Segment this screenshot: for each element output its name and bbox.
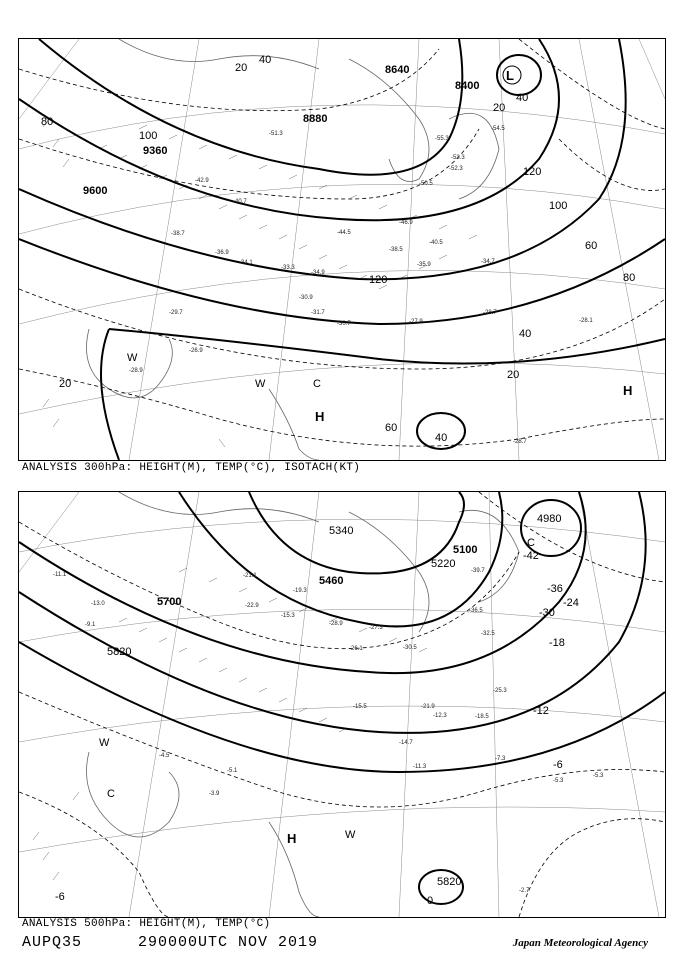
height-label: 4980	[537, 513, 562, 525]
temperature-label: -13.0	[91, 601, 105, 607]
isotach-label: 20	[507, 369, 520, 381]
temp-contour-label: -18	[549, 637, 565, 649]
height-contours	[19, 39, 665, 460]
warm-center-label: W	[345, 829, 356, 841]
isotach-label: 20	[493, 102, 506, 114]
temperature-label: -34.9	[311, 270, 325, 276]
temperature-label: -14.7	[399, 740, 413, 746]
temperature-label: -27.9	[409, 319, 423, 325]
isotach-label: 100	[549, 200, 568, 212]
temperature-label: -34.7	[481, 259, 495, 265]
warm-center-label: W	[99, 737, 110, 749]
isotach-label: 40	[519, 328, 532, 340]
temperature-label: -54.5	[491, 126, 505, 132]
temperature-label: -12.3	[433, 713, 447, 719]
temperature-label: -22.9	[245, 603, 259, 609]
caption-500hpa: ANALYSIS 500hPa: HEIGHT(M), TEMP(°C)	[22, 918, 271, 930]
temperature-contours	[19, 492, 665, 917]
temperature-label: -5.3	[553, 778, 564, 784]
temperature-label: -28.1	[579, 318, 593, 324]
graticule	[19, 39, 665, 460]
temperature-label: -42.9	[195, 178, 209, 184]
temperature-label: -4.5	[159, 753, 170, 759]
height-label: 5820	[107, 646, 132, 658]
temperature-label: -35.9	[417, 262, 431, 268]
temperature-label: -28.9	[129, 368, 143, 374]
temperature-label: -32.5	[481, 631, 495, 637]
wind-barbs	[33, 568, 427, 880]
height-label: 5220	[431, 558, 456, 570]
height-label: 9360	[143, 145, 168, 157]
temperature-label: -15.3	[281, 613, 295, 619]
cold-center-label: C	[107, 788, 115, 800]
temperature-label: -26.1	[349, 646, 363, 652]
caption-300hpa: ANALYSIS 300hPa: HEIGHT(M), TEMP(°C), ISOTACH(KT)	[22, 462, 361, 474]
height-label: 8880	[303, 113, 328, 125]
temperature-label: -19.3	[293, 588, 307, 594]
height-label: 5340	[329, 525, 354, 537]
isotach-label: 60	[385, 422, 398, 434]
map-panel-300hpa	[18, 38, 666, 461]
temperature-label: -29.7	[169, 310, 183, 316]
temperature-label: -38.7	[171, 231, 185, 237]
temperature-label: -5.1	[227, 768, 238, 774]
temperature-label: -51.3	[269, 131, 283, 137]
temperature-label: -5.3	[593, 773, 604, 779]
temp-contour-label: -36	[547, 583, 563, 595]
temp-contour-label: -6	[553, 759, 563, 771]
temperature-label: -28.7	[483, 310, 497, 316]
temperature-label: -46.9	[399, 220, 413, 226]
temperature-label: -34.1	[239, 260, 253, 266]
high-center-label: H	[287, 831, 297, 846]
warm-center-label: W	[127, 352, 138, 364]
temperature-label: -30.5	[403, 645, 417, 651]
temp-contour-label: -6	[55, 891, 65, 903]
isotach-label: 80	[41, 116, 54, 128]
height-label: 8640	[385, 64, 410, 76]
temperature-label: -21.1	[243, 573, 257, 579]
temperature-label: -3.9	[209, 791, 220, 797]
isotach-label: 100	[139, 130, 158, 142]
temperature-label: -15.5	[353, 704, 367, 710]
temperature-label: -11.1	[53, 572, 67, 578]
height-contours	[19, 492, 665, 904]
height-label: 8400	[455, 80, 480, 92]
temperature-label: -28.9	[329, 621, 343, 627]
map-500hpa-svg	[19, 492, 665, 917]
low-center-label: L	[506, 68, 514, 83]
temperature-label: -31.7	[311, 310, 325, 316]
temperature-label: -26.9	[189, 348, 203, 354]
temp-contour-label: -30	[539, 607, 555, 619]
map-300hpa-svg	[19, 39, 665, 460]
temperature-label: -52.3	[449, 166, 463, 172]
isotach-label: 120	[369, 274, 388, 286]
high-center-label: H	[623, 383, 633, 398]
isotach-label: 40	[435, 432, 448, 444]
temperature-label: -40.7	[233, 199, 247, 205]
coastline	[87, 39, 500, 460]
isotach-label: 80	[623, 272, 636, 284]
temperature-label: -21.9	[421, 704, 435, 710]
temperature-label: -36.5	[469, 608, 483, 614]
temperature-label: -38.5	[389, 247, 403, 253]
temp-contour-label: -24	[563, 597, 579, 609]
height-label: 9600	[83, 185, 108, 197]
temp-contour-label: -12	[533, 705, 549, 717]
temperature-label: -33.3	[281, 265, 295, 271]
graticule	[19, 492, 665, 917]
isotach-label: 40	[516, 92, 529, 104]
isotach-label: 60	[585, 240, 598, 252]
temperature-label: -50.5	[419, 181, 433, 187]
high-center-label: H	[315, 409, 325, 424]
temperature-label: -9.1	[85, 622, 96, 628]
temperature-label: -25.3	[493, 688, 507, 694]
isotach-label: 20	[59, 378, 72, 390]
height-label: 5100	[453, 544, 478, 556]
warm-center-label: W	[255, 378, 266, 390]
temperature-label: -39.7	[471, 568, 485, 574]
temperature-label: -53.3	[451, 155, 465, 161]
temperature-label: -55.3	[435, 136, 449, 142]
product-id: AUPQ35	[22, 934, 83, 951]
temperature-label: -30.9	[299, 295, 313, 301]
agency-name: Japan Meteorological Agency	[512, 937, 648, 949]
temp-contour-label: -42	[523, 550, 539, 562]
temp-contour-label: 0	[427, 895, 434, 907]
cold-center-label: C	[313, 378, 321, 390]
temperature-label: -40.5	[429, 240, 443, 246]
height-label: 5820	[437, 876, 462, 888]
temperature-label: -2.7	[519, 888, 530, 894]
temperature-label: -28.7	[513, 439, 527, 445]
temperature-label: -18.5	[475, 714, 489, 720]
isotach-label: 120	[523, 166, 542, 178]
temperature-label: -30.7	[337, 321, 351, 327]
temperature-label: -7.3	[495, 756, 506, 762]
temperature-label: -44.5	[337, 230, 351, 236]
temperature-label: -27.3	[369, 625, 383, 631]
valid-time: 290000UTC NOV 2019	[138, 934, 319, 951]
height-label: 5460	[319, 575, 344, 587]
isotach-contours	[19, 39, 665, 446]
cold-center-label: C	[527, 537, 535, 549]
isotach-label: 20	[235, 62, 248, 74]
temperature-label: -36.9	[215, 250, 229, 256]
map-panel-500hpa	[18, 491, 666, 918]
temperature-label: -11.3	[413, 764, 427, 770]
isotach-label: 40	[259, 54, 272, 66]
height-label: 5700	[157, 596, 182, 608]
